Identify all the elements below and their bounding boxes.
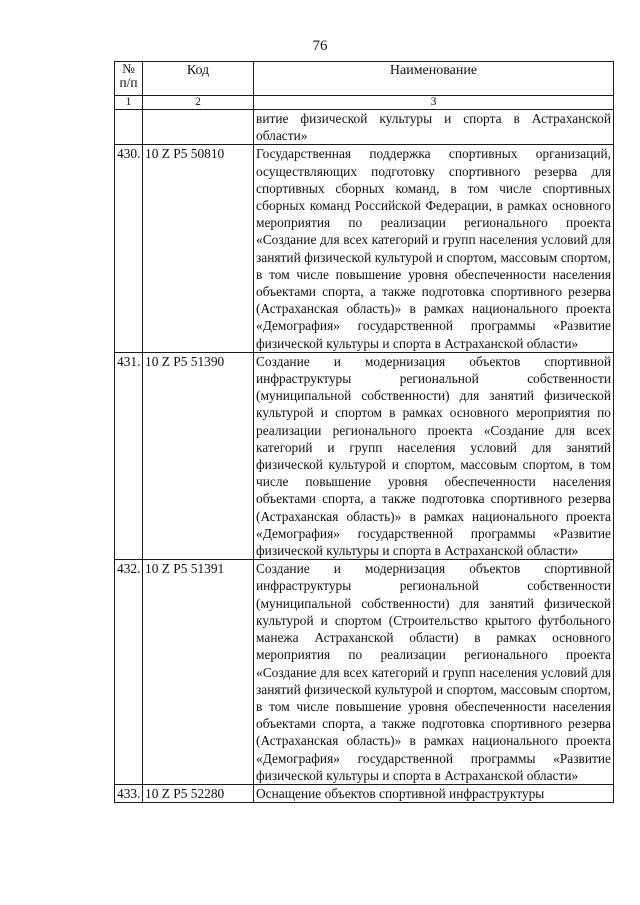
row-number: 433. <box>115 784 143 802</box>
row-code: 10 Z P5 51391 <box>143 560 254 785</box>
column-index-3: 3 <box>254 96 614 110</box>
continuation-row <box>115 110 614 145</box>
table-row <box>115 145 614 352</box>
header-name: Наименование <box>254 62 614 96</box>
header-code: Код <box>143 62 254 96</box>
column-index-1: 1 <box>115 96 143 110</box>
header-number-sign: № <box>122 61 135 76</box>
table-row <box>115 784 614 802</box>
continuation-text: витие физической культуры и спорта в Астраханской области» <box>254 110 614 145</box>
row-code: 10 Z P5 52280 <box>143 784 254 802</box>
table-row <box>115 560 614 785</box>
row-name: Государственная поддержка спортивных организаций, осуществляющих подготовку спортивного резерва для спортивных сборных команд, в том числе спортивных сборных команд Российской Федерации, в рамках основного мероприятия по реализации регионального проекта «Создание для всех категорий и групп населения условий для занятий физической культурой и спортом, массовым спортом, в том числе повышение уровня обеспеченности населения объектами спорта, а также подготовка спортивного резерва (Астраханская область)» в рамках национального проекта «Демография» государственной программы «Развитие физической культуры и спорта в Астраханской области» <box>254 145 614 352</box>
row-name: Создание и модернизация объектов спортивной инфраструктуры региональной собственности (муниципальной собственности) для занятий физической культурой и спортом в рамках основного мероприятия по реализации регионального проекта «Создание для всех категорий и групп населения условий для занятий физической культурой и спортом, массовым спортом, в том числе повышение уровня обеспеченности населения объектами спорта, а также подготовка спортивного резерва (Астраханская область)» в рамках национального проекта «Демография» государственной программы «Развитие физической культуры и спорта в Астраханской области» <box>254 352 614 559</box>
row-code: 10 Z P5 51390 <box>143 352 254 559</box>
row-number: 431. <box>115 352 143 559</box>
page-number: 76 <box>312 38 328 54</box>
row-name: Оснащение объектов спортивной инфраструктуры <box>254 784 614 802</box>
header-number <box>115 62 143 96</box>
row-name: Создание и модернизация объектов спортивной инфраструктуры региональной собственности (муниципальной собственности) для занятий физической культурой и спортом (Строительство крытого футбольного манежа Астраханской области) в рамках основного мероприятия по реализации регионального проекта «Создание для всех категорий и групп населения условий для занятий физической культурой и спортом, массовым спортом, в том числе повышение уровня обеспеченности населения объектами спорта, а также подготовка спортивного резерва (Астраханская область)» в рамках национального проекта «Демография» государственной программы «Развитие физической культуры и спорта в Астраханской области» <box>254 560 614 785</box>
row-number: 432. <box>115 560 143 785</box>
row-code: 10 Z P5 50810 <box>143 145 254 352</box>
table-row <box>115 352 614 559</box>
row-number: 430. <box>115 145 143 352</box>
header-number-abbr: п/п <box>119 75 138 90</box>
table-header-row <box>115 62 614 96</box>
budget-classification-table <box>114 61 614 803</box>
continuation-code-cell <box>143 110 254 145</box>
continuation-num-cell <box>115 110 143 145</box>
column-index-2: 2 <box>143 96 254 110</box>
column-index-row <box>115 96 614 110</box>
